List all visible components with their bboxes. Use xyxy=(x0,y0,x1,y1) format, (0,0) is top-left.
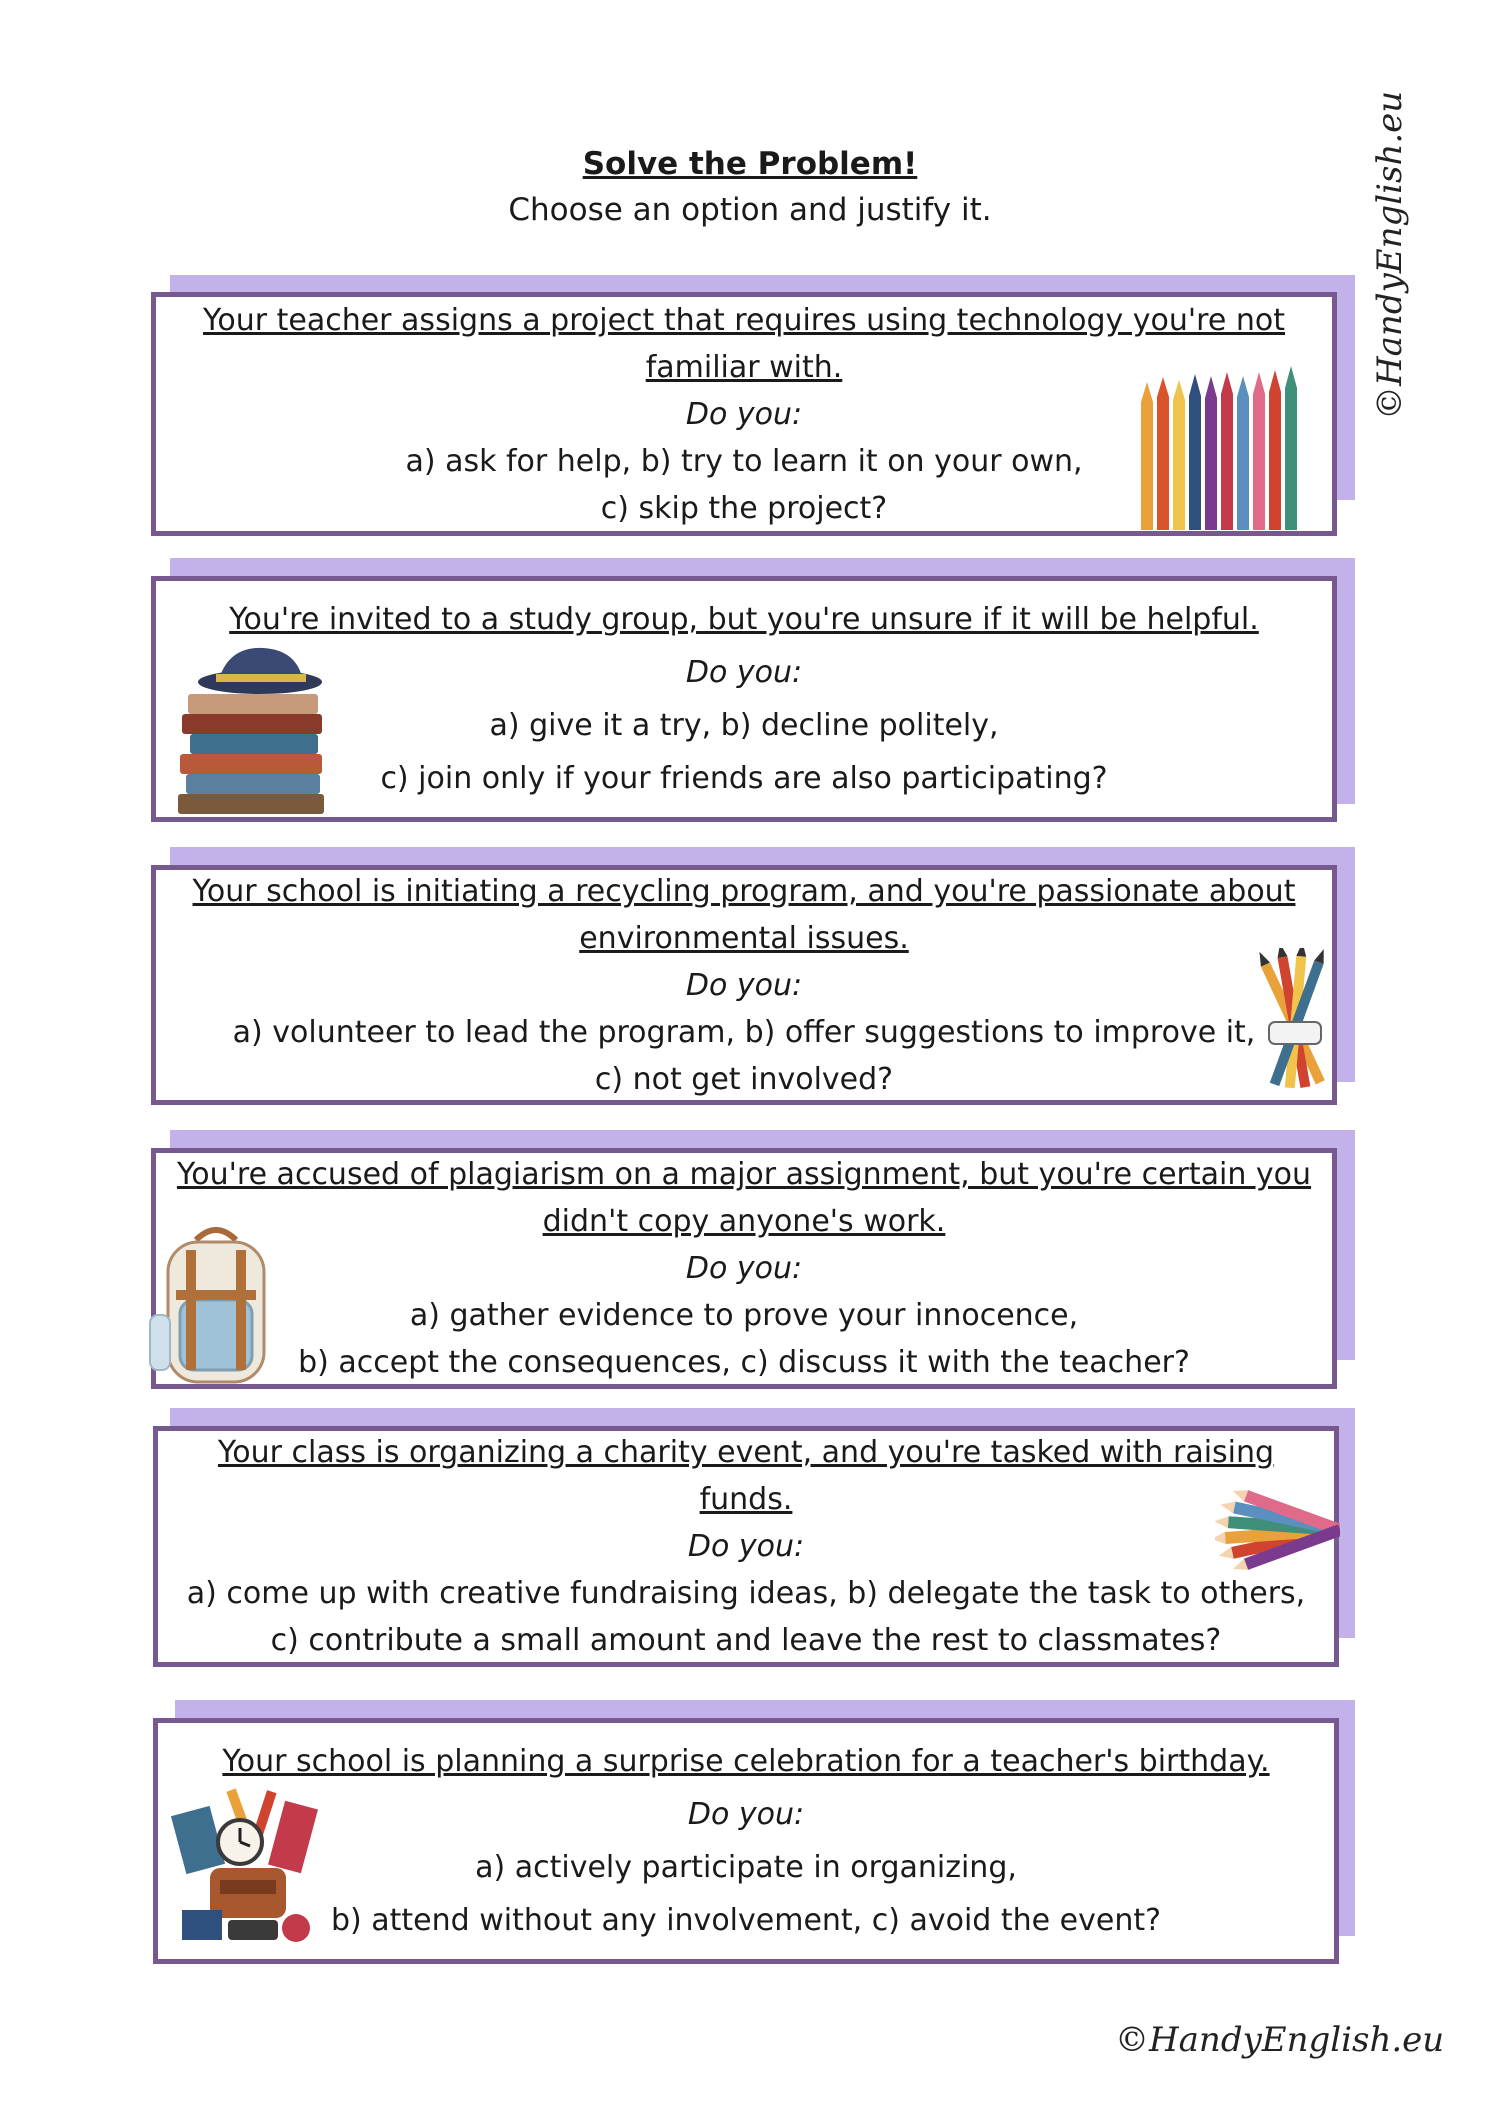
question-label: Do you: xyxy=(685,655,803,690)
answer-options: a) actively participate in organizing, b) attend without any involvement, c) avoid the event? xyxy=(330,1850,1162,1938)
colored-pencils-icon xyxy=(1135,352,1315,532)
problem-card-4 xyxy=(151,1148,1337,1389)
problem-prompt: Your class is organizing a charity event, and you're tasked with raising funds. xyxy=(217,1435,1275,1517)
page-subtitle: Choose an option and justify it. xyxy=(508,192,992,228)
problem-card-5 xyxy=(153,1426,1339,1667)
question-label: Do you: xyxy=(685,396,803,432)
question-label: Do you: xyxy=(685,1251,803,1286)
question-label: Do you: xyxy=(687,1529,805,1564)
question-label: Do you: xyxy=(685,967,803,1003)
problem-prompt: Your school is initiating a recycling program, and you're passionate about environmental issues. xyxy=(192,873,1296,956)
problem-prompt: Your teacher assigns a project that requires using technology you're not familiar with. xyxy=(203,302,1285,385)
side-watermark: ©HandyEnglish.eu xyxy=(1370,90,1410,420)
backpack-icon xyxy=(146,1220,286,1395)
school-supplies-icon xyxy=(168,1780,328,1950)
answer-options: a) volunteer to lead the program, b) offer suggestions to improve it, c) not get involved? xyxy=(232,1014,1256,1097)
bottom-watermark: ©HandyEnglish.eu xyxy=(1115,2020,1445,2060)
fanned-pencils-icon xyxy=(1215,1455,1340,1590)
answer-options: a) come up with creative fundraising ideas, b) delegate the task to others, c) contribute a small amount and leave the rest to classmates? xyxy=(186,1576,1306,1658)
answer-options: a) give it a try, b) decline politely, c) join only if your friends are also participating? xyxy=(380,708,1108,796)
question-label: Do you: xyxy=(687,1797,805,1832)
answer-options: a) gather evidence to prove your innocence, b) accept the consequences, c) discuss it with the teacher? xyxy=(298,1298,1190,1380)
answer-options: a) ask for help, b) try to learn it on your own, c) skip the project? xyxy=(405,443,1083,526)
book-stack-icon xyxy=(168,636,348,816)
problem-prompt: Your school is planning a surprise celebration for a teacher's birthday. xyxy=(222,1744,1270,1779)
page-title: Solve the Problem! xyxy=(582,146,918,182)
problem-card-3 xyxy=(151,865,1337,1105)
problem-prompt: You're invited to a study group, but you're unsure if it will be helpful. xyxy=(229,602,1259,637)
problem-card-6 xyxy=(153,1718,1339,1964)
problem-prompt: You're accused of plagiarism on a major assignment, but you're certain you didn't copy anyone's work. xyxy=(176,1157,1312,1239)
pencil-bundle-icon xyxy=(1250,948,1340,1103)
